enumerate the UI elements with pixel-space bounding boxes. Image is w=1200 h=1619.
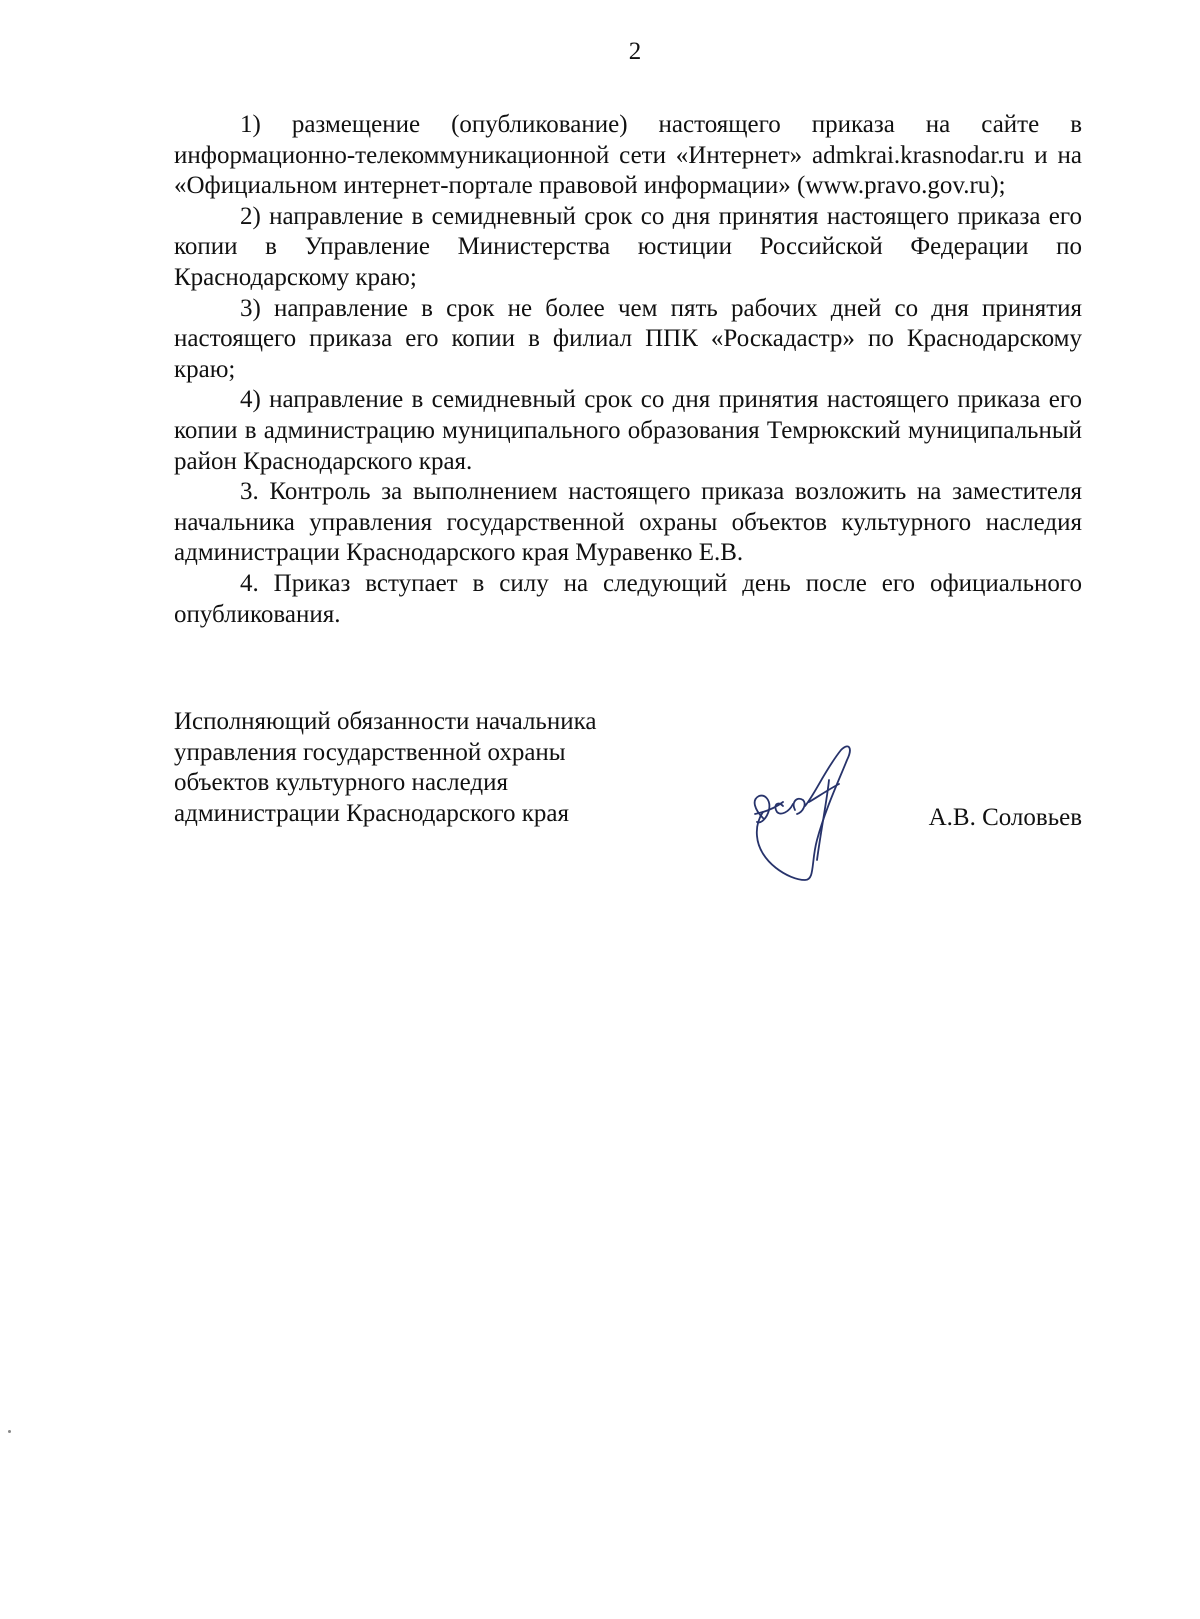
handwritten-signature [745, 740, 865, 885]
signatory-position-line: администрации Краснодарского края [174, 799, 570, 827]
signatory-position-line: Исполняющий обязанности начальника [174, 708, 597, 735]
signatory-position-line: управления государственной охраны [174, 738, 566, 766]
signatory-position-line: объектов культурного наследия [174, 769, 508, 796]
paragraph-control: 3. Контроль за выполнением настоящего приказа возложить на заместителя начальника управления государственной охраны объектов культурного наследия администрации Краснодарского края Муравенко Е.В. [174, 478, 1082, 567]
paragraph-entry-into-force: 4. Приказ вступает в силу на следующий день после его официального опубликования. [174, 569, 1082, 628]
paragraph-item-1-publication: 1) размещение (опубликование) настоящего приказа на сайте в информационно-телекоммуникационной сети «Интернет» admkrai.krasnodar.ru и на «Официальном интернет-портале правовой информации» (www.pravo.gov.ru); [174, 111, 1082, 200]
signatory-position [174, 707, 694, 829]
page-number: 2 [628, 38, 642, 65]
scan-artifact-dot [8, 1430, 11, 1433]
signatory-name: А.В. Соловьев [928, 804, 1082, 831]
paragraph-item-3-roskadastr: 3) направление в срок не более чем пять рабочих дней со дня принятия настоящего приказа его копии в филиал ППК «Роскадастр» по Краснодарскому краю; [174, 294, 1082, 383]
paragraph-item-4-municipality: 4) направление в семидневный срок со дня принятия настоящего приказа его копии в администрацию муниципального образования Темрюкский муниципальный район Краснодарского края. [174, 386, 1082, 475]
document-body [174, 110, 1082, 630]
paragraph-item-2-justice-ministry: 2) направление в семидневный срок со дня принятия настоящего приказа его копии в Управление Министерства юстиции Российской Федерации по Краснодарскому краю; [174, 202, 1082, 291]
